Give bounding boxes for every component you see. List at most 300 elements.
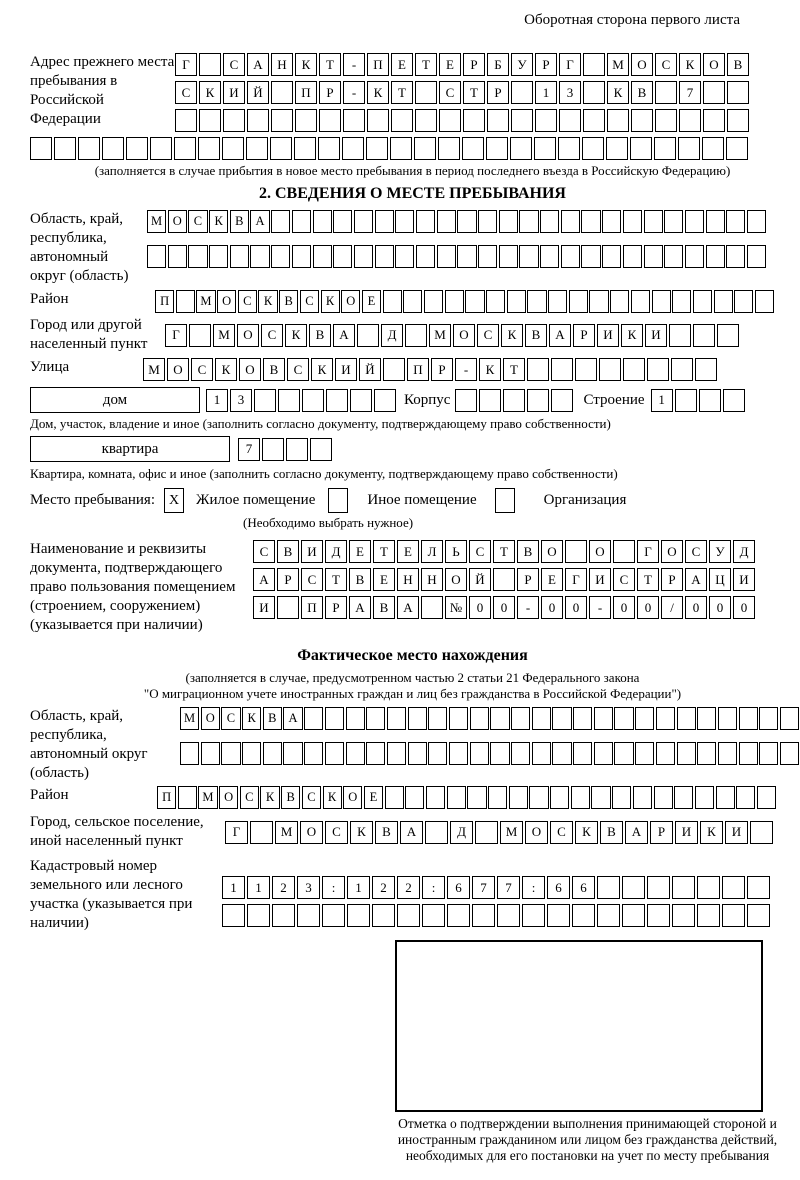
char-cell[interactable]: С xyxy=(302,786,321,809)
char-cell[interactable] xyxy=(357,324,379,347)
char-cell[interactable]: Й xyxy=(359,358,381,381)
char-cell[interactable]: Т xyxy=(503,358,525,381)
char-cell[interactable]: Т xyxy=(493,540,515,563)
char-cell[interactable] xyxy=(699,389,721,412)
char-cell[interactable] xyxy=(304,707,323,730)
char-cell[interactable] xyxy=(438,137,460,160)
char-cell[interactable] xyxy=(408,707,427,730)
char-cell[interactable] xyxy=(487,109,509,132)
char-cell[interactable] xyxy=(318,137,340,160)
char-cell[interactable]: Е xyxy=(364,786,383,809)
char-cell[interactable] xyxy=(222,904,245,927)
char-cell[interactable]: 2 xyxy=(372,876,395,899)
char-cell[interactable] xyxy=(346,707,365,730)
char-cell[interactable] xyxy=(271,210,290,233)
char-cell[interactable]: Р xyxy=(431,358,453,381)
char-cell[interactable] xyxy=(697,742,716,765)
char-cell[interactable]: 0 xyxy=(709,596,731,619)
char-cell[interactable] xyxy=(706,245,725,268)
char-cell[interactable] xyxy=(390,137,412,160)
char-cell[interactable] xyxy=(664,210,683,233)
char-cell[interactable] xyxy=(445,290,464,313)
char-cell[interactable] xyxy=(465,290,484,313)
char-cell[interactable]: К xyxy=(285,324,307,347)
char-cell[interactable]: В xyxy=(375,821,398,844)
char-cell[interactable] xyxy=(697,876,720,899)
actual-region-row-1[interactable] xyxy=(180,707,799,730)
char-cell[interactable] xyxy=(478,245,497,268)
char-cell[interactable] xyxy=(467,786,486,809)
char-cell[interactable]: 1 xyxy=(222,876,245,899)
char-cell[interactable]: Е xyxy=(439,53,461,76)
char-cell[interactable] xyxy=(428,742,447,765)
char-cell[interactable]: К xyxy=(621,324,643,347)
char-cell[interactable] xyxy=(221,742,240,765)
char-cell[interactable] xyxy=(589,290,608,313)
char-cell[interactable]: С xyxy=(188,210,207,233)
char-cell[interactable] xyxy=(230,245,249,268)
char-cell[interactable] xyxy=(201,742,220,765)
char-cell[interactable] xyxy=(447,904,470,927)
char-cell[interactable] xyxy=(591,786,610,809)
char-cell[interactable] xyxy=(511,109,533,132)
char-cell[interactable]: Й xyxy=(247,81,269,104)
char-cell[interactable] xyxy=(325,707,344,730)
char-cell[interactable] xyxy=(722,904,745,927)
char-cell[interactable] xyxy=(262,438,284,461)
char-cell[interactable]: 1 xyxy=(247,876,270,899)
char-cell[interactable] xyxy=(747,210,766,233)
char-cell[interactable] xyxy=(472,904,495,927)
char-cell[interactable]: К xyxy=(311,358,333,381)
char-cell[interactable] xyxy=(718,707,737,730)
char-cell[interactable] xyxy=(519,245,538,268)
char-cell[interactable] xyxy=(271,109,293,132)
char-cell[interactable] xyxy=(672,290,691,313)
char-cell[interactable]: С xyxy=(191,358,213,381)
char-cell[interactable] xyxy=(569,290,588,313)
char-cell[interactable]: К xyxy=(575,821,598,844)
char-cell[interactable] xyxy=(383,358,405,381)
char-cell[interactable]: К xyxy=(199,81,221,104)
char-cell[interactable]: О xyxy=(168,210,187,233)
char-cell[interactable] xyxy=(633,786,652,809)
char-cell[interactable]: С xyxy=(655,53,677,76)
char-cell[interactable]: С xyxy=(261,324,283,347)
char-cell[interactable] xyxy=(527,358,549,381)
char-cell[interactable]: Е xyxy=(373,568,395,591)
char-cell[interactable] xyxy=(374,389,396,412)
char-cell[interactable] xyxy=(726,210,745,233)
char-cell[interactable] xyxy=(734,290,753,313)
char-cell[interactable]: 1 xyxy=(206,389,228,412)
char-cell[interactable] xyxy=(573,707,592,730)
char-cell[interactable] xyxy=(695,786,714,809)
char-cell[interactable]: 1 xyxy=(347,876,370,899)
char-cell[interactable]: Р xyxy=(573,324,595,347)
char-cell[interactable] xyxy=(333,210,352,233)
char-cell[interactable] xyxy=(697,707,716,730)
char-cell[interactable] xyxy=(180,742,199,765)
char-cell[interactable] xyxy=(623,358,645,381)
char-cell[interactable]: В xyxy=(349,568,371,591)
char-cell[interactable] xyxy=(747,245,766,268)
char-cell[interactable] xyxy=(313,245,332,268)
char-cell[interactable] xyxy=(416,245,435,268)
char-cell[interactable]: А xyxy=(250,210,269,233)
char-cell[interactable]: Т xyxy=(325,568,347,591)
char-cell[interactable] xyxy=(347,904,370,927)
prev-address-row-2[interactable] xyxy=(175,81,749,104)
char-cell[interactable] xyxy=(486,137,508,160)
char-cell[interactable] xyxy=(671,358,693,381)
char-cell[interactable] xyxy=(552,742,571,765)
char-cell[interactable] xyxy=(366,707,385,730)
char-cell[interactable] xyxy=(343,109,365,132)
char-cell[interactable]: М xyxy=(143,358,165,381)
char-cell[interactable] xyxy=(703,81,725,104)
char-cell[interactable] xyxy=(675,389,697,412)
char-cell[interactable]: Р xyxy=(517,568,539,591)
stroenie-row[interactable] xyxy=(651,389,745,412)
char-cell[interactable] xyxy=(655,81,677,104)
char-cell[interactable] xyxy=(405,324,427,347)
stay-option-organization-checkbox[interactable] xyxy=(495,488,515,513)
char-cell[interactable]: И xyxy=(223,81,245,104)
char-cell[interactable]: А xyxy=(283,707,302,730)
char-cell[interactable]: 6 xyxy=(547,876,570,899)
char-cell[interactable] xyxy=(391,109,413,132)
char-cell[interactable] xyxy=(597,876,620,899)
char-cell[interactable] xyxy=(272,904,295,927)
char-cell[interactable]: В xyxy=(263,707,282,730)
cadastral-row-1[interactable] xyxy=(222,876,770,899)
char-cell[interactable] xyxy=(405,786,424,809)
char-cell[interactable] xyxy=(254,389,276,412)
document-row-1[interactable] xyxy=(253,540,755,563)
char-cell[interactable] xyxy=(271,245,290,268)
char-cell[interactable]: Р xyxy=(650,821,673,844)
char-cell[interactable] xyxy=(263,742,282,765)
char-cell[interactable] xyxy=(519,210,538,233)
char-cell[interactable]: О xyxy=(237,324,259,347)
char-cell[interactable]: К xyxy=(679,53,701,76)
char-cell[interactable]: : xyxy=(322,876,345,899)
char-cell[interactable]: Т xyxy=(637,568,659,591)
char-cell[interactable]: - xyxy=(343,53,365,76)
char-cell[interactable] xyxy=(367,109,389,132)
char-cell[interactable] xyxy=(422,904,445,927)
char-cell[interactable]: Д xyxy=(450,821,473,844)
char-cell[interactable] xyxy=(463,109,485,132)
char-cell[interactable] xyxy=(250,821,273,844)
char-cell[interactable]: Д xyxy=(381,324,403,347)
char-cell[interactable] xyxy=(652,290,671,313)
char-cell[interactable] xyxy=(354,245,373,268)
char-cell[interactable]: - xyxy=(589,596,611,619)
char-cell[interactable] xyxy=(532,742,551,765)
char-cell[interactable]: 0 xyxy=(637,596,659,619)
char-cell[interactable]: А xyxy=(685,568,707,591)
house-number-row[interactable] xyxy=(206,389,396,412)
char-cell[interactable]: С xyxy=(469,540,491,563)
char-cell[interactable]: А xyxy=(625,821,648,844)
char-cell[interactable]: К xyxy=(258,290,277,313)
apartment-type-box[interactable]: квартира xyxy=(30,436,230,462)
char-cell[interactable]: С xyxy=(287,358,309,381)
char-cell[interactable]: Ь xyxy=(445,540,467,563)
char-cell[interactable]: С xyxy=(175,81,197,104)
stay-option-residential-checkbox[interactable]: X xyxy=(164,488,184,513)
char-cell[interactable]: О xyxy=(541,540,563,563)
char-cell[interactable]: М xyxy=(196,290,215,313)
char-cell[interactable] xyxy=(385,786,404,809)
char-cell[interactable]: И xyxy=(589,568,611,591)
char-cell[interactable] xyxy=(677,707,696,730)
char-cell[interactable]: С xyxy=(223,53,245,76)
char-cell[interactable] xyxy=(479,389,501,412)
char-cell[interactable] xyxy=(416,210,435,233)
char-cell[interactable]: 0 xyxy=(493,596,515,619)
prev-address-row-4[interactable] xyxy=(30,137,795,160)
char-cell[interactable]: С xyxy=(477,324,499,347)
district-row[interactable] xyxy=(155,290,774,313)
char-cell[interactable] xyxy=(490,707,509,730)
char-cell[interactable] xyxy=(424,290,443,313)
char-cell[interactable] xyxy=(647,904,670,927)
char-cell[interactable] xyxy=(655,109,677,132)
char-cell[interactable]: 3 xyxy=(559,81,581,104)
region-row-2[interactable] xyxy=(147,245,766,268)
char-cell[interactable] xyxy=(462,137,484,160)
char-cell[interactable] xyxy=(283,742,302,765)
char-cell[interactable] xyxy=(278,389,300,412)
char-cell[interactable]: В xyxy=(600,821,623,844)
char-cell[interactable] xyxy=(425,821,448,844)
char-cell[interactable] xyxy=(717,324,739,347)
char-cell[interactable]: Г xyxy=(225,821,248,844)
char-cell[interactable] xyxy=(387,742,406,765)
char-cell[interactable] xyxy=(209,245,228,268)
char-cell[interactable]: О xyxy=(300,821,323,844)
char-cell[interactable]: 1 xyxy=(651,389,673,412)
actual-region-row-2[interactable] xyxy=(180,742,799,765)
char-cell[interactable] xyxy=(573,742,592,765)
char-cell[interactable] xyxy=(168,245,187,268)
char-cell[interactable]: Г xyxy=(175,53,197,76)
char-cell[interactable]: С xyxy=(301,568,323,591)
stay-option-other-checkbox[interactable] xyxy=(328,488,348,513)
char-cell[interactable] xyxy=(739,707,758,730)
char-cell[interactable]: В xyxy=(279,290,298,313)
char-cell[interactable] xyxy=(607,109,629,132)
char-cell[interactable]: 0 xyxy=(733,596,755,619)
char-cell[interactable] xyxy=(286,438,308,461)
char-cell[interactable] xyxy=(656,707,675,730)
char-cell[interactable] xyxy=(322,904,345,927)
char-cell[interactable]: Т xyxy=(391,81,413,104)
char-cell[interactable]: - xyxy=(517,596,539,619)
char-cell[interactable]: П xyxy=(155,290,174,313)
char-cell[interactable] xyxy=(583,81,605,104)
char-cell[interactable]: С xyxy=(300,290,319,313)
char-cell[interactable] xyxy=(722,876,745,899)
char-cell[interactable]: И xyxy=(675,821,698,844)
char-cell[interactable]: О xyxy=(453,324,475,347)
char-cell[interactable]: Н xyxy=(271,53,293,76)
char-cell[interactable]: К xyxy=(295,53,317,76)
char-cell[interactable]: У xyxy=(709,540,731,563)
char-cell[interactable]: В xyxy=(281,786,300,809)
char-cell[interactable] xyxy=(635,742,654,765)
char-cell[interactable]: Т xyxy=(463,81,485,104)
char-cell[interactable] xyxy=(511,707,530,730)
char-cell[interactable]: М xyxy=(607,53,629,76)
char-cell[interactable]: И xyxy=(597,324,619,347)
char-cell[interactable] xyxy=(126,137,148,160)
char-cell[interactable] xyxy=(534,137,556,160)
char-cell[interactable]: В xyxy=(277,540,299,563)
char-cell[interactable]: А xyxy=(253,568,275,591)
char-cell[interactable] xyxy=(623,210,642,233)
char-cell[interactable]: К xyxy=(479,358,501,381)
char-cell[interactable] xyxy=(499,210,518,233)
char-cell[interactable] xyxy=(723,389,745,412)
document-row-2[interactable] xyxy=(253,568,755,591)
char-cell[interactable] xyxy=(561,210,580,233)
char-cell[interactable]: Д xyxy=(325,540,347,563)
char-cell[interactable] xyxy=(421,596,443,619)
char-cell[interactable] xyxy=(635,707,654,730)
char-cell[interactable] xyxy=(550,786,569,809)
char-cell[interactable] xyxy=(408,742,427,765)
document-row-3[interactable] xyxy=(253,596,755,619)
char-cell[interactable] xyxy=(457,245,476,268)
char-cell[interactable]: И xyxy=(335,358,357,381)
char-cell[interactable] xyxy=(736,786,755,809)
char-cell[interactable] xyxy=(727,81,749,104)
char-cell[interactable] xyxy=(535,109,557,132)
char-cell[interactable] xyxy=(511,81,533,104)
char-cell[interactable]: К xyxy=(242,707,261,730)
char-cell[interactable] xyxy=(654,137,676,160)
char-cell[interactable] xyxy=(313,210,332,233)
char-cell[interactable] xyxy=(102,137,124,160)
char-cell[interactable]: С xyxy=(439,81,461,104)
char-cell[interactable]: Н xyxy=(421,568,443,591)
char-cell[interactable] xyxy=(697,904,720,927)
char-cell[interactable] xyxy=(561,245,580,268)
char-cell[interactable] xyxy=(672,904,695,927)
char-cell[interactable]: Р xyxy=(487,81,509,104)
char-cell[interactable]: Е xyxy=(391,53,413,76)
char-cell[interactable]: О xyxy=(445,568,467,591)
char-cell[interactable] xyxy=(757,786,776,809)
char-cell[interactable] xyxy=(644,210,663,233)
char-cell[interactable] xyxy=(372,904,395,927)
char-cell[interactable]: С xyxy=(325,821,348,844)
char-cell[interactable]: С xyxy=(240,786,259,809)
char-cell[interactable]: И xyxy=(301,540,323,563)
char-cell[interactable] xyxy=(581,210,600,233)
char-cell[interactable] xyxy=(693,324,715,347)
char-cell[interactable]: В xyxy=(525,324,547,347)
char-cell[interactable] xyxy=(565,540,587,563)
char-cell[interactable]: К xyxy=(367,81,389,104)
char-cell[interactable] xyxy=(582,137,604,160)
char-cell[interactable] xyxy=(702,137,724,160)
char-cell[interactable]: И xyxy=(733,568,755,591)
char-cell[interactable]: О xyxy=(239,358,261,381)
char-cell[interactable] xyxy=(387,707,406,730)
char-cell[interactable]: А xyxy=(397,596,419,619)
char-cell[interactable] xyxy=(727,109,749,132)
char-cell[interactable]: 0 xyxy=(613,596,635,619)
char-cell[interactable] xyxy=(678,137,700,160)
char-cell[interactable] xyxy=(294,137,316,160)
char-cell[interactable]: Р xyxy=(463,53,485,76)
char-cell[interactable]: Т xyxy=(373,540,395,563)
char-cell[interactable] xyxy=(672,876,695,899)
char-cell[interactable]: 3 xyxy=(230,389,252,412)
char-cell[interactable]: Н xyxy=(397,568,419,591)
char-cell[interactable] xyxy=(759,742,778,765)
char-cell[interactable] xyxy=(572,904,595,927)
char-cell[interactable] xyxy=(610,290,629,313)
char-cell[interactable] xyxy=(403,290,422,313)
char-cell[interactable]: 0 xyxy=(565,596,587,619)
char-cell[interactable] xyxy=(350,389,372,412)
char-cell[interactable] xyxy=(188,245,207,268)
char-cell[interactable]: Ц xyxy=(709,568,731,591)
char-cell[interactable] xyxy=(470,707,489,730)
char-cell[interactable]: 0 xyxy=(685,596,707,619)
char-cell[interactable] xyxy=(242,742,261,765)
korpus-row[interactable] xyxy=(455,389,573,412)
char-cell[interactable] xyxy=(527,389,549,412)
char-cell[interactable] xyxy=(606,137,628,160)
char-cell[interactable] xyxy=(750,821,773,844)
char-cell[interactable]: В xyxy=(727,53,749,76)
char-cell[interactable] xyxy=(664,245,683,268)
char-cell[interactable] xyxy=(319,109,341,132)
char-cell[interactable] xyxy=(199,109,221,132)
char-cell[interactable]: 6 xyxy=(447,876,470,899)
char-cell[interactable] xyxy=(437,210,456,233)
char-cell[interactable] xyxy=(270,137,292,160)
char-cell[interactable]: Р xyxy=(661,568,683,591)
char-cell[interactable] xyxy=(571,786,590,809)
char-cell[interactable]: - xyxy=(455,358,477,381)
char-cell[interactable]: - xyxy=(343,81,365,104)
char-cell[interactable] xyxy=(250,245,269,268)
char-cell[interactable] xyxy=(439,109,461,132)
char-cell[interactable] xyxy=(647,358,669,381)
char-cell[interactable]: / xyxy=(661,596,683,619)
char-cell[interactable] xyxy=(631,109,653,132)
char-cell[interactable] xyxy=(693,290,712,313)
char-cell[interactable]: П xyxy=(157,786,176,809)
char-cell[interactable] xyxy=(716,786,735,809)
char-cell[interactable] xyxy=(654,786,673,809)
char-cell[interactable]: Е xyxy=(349,540,371,563)
char-cell[interactable]: И xyxy=(725,821,748,844)
char-cell[interactable] xyxy=(755,290,774,313)
prev-address-row-3[interactable] xyxy=(175,109,749,132)
char-cell[interactable]: Й xyxy=(469,568,491,591)
char-cell[interactable] xyxy=(780,742,799,765)
char-cell[interactable] xyxy=(497,904,520,927)
